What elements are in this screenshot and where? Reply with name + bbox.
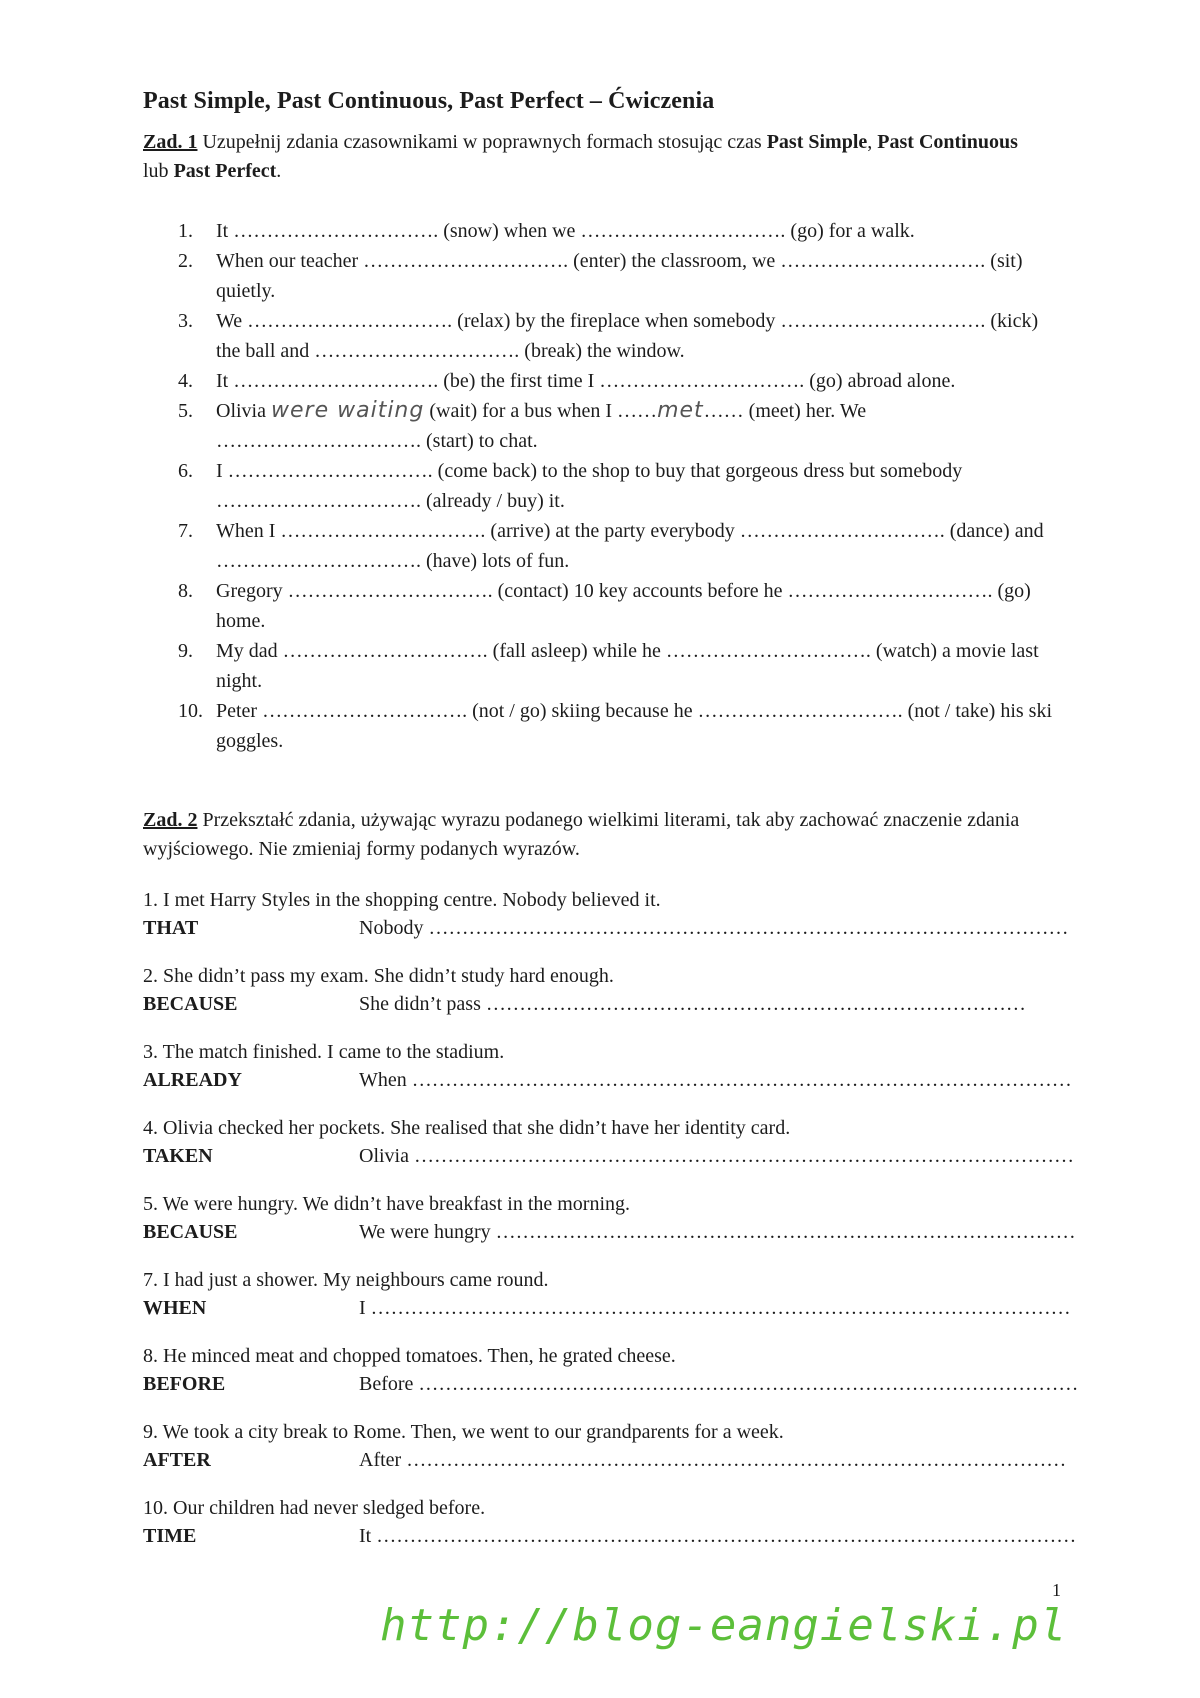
key-word: TIME bbox=[143, 1525, 197, 1547]
item-text: When our teacher …………………………. (enter) the classroom, we …………………………. (sit) quietly. bbox=[216, 250, 1023, 302]
answer-row bbox=[143, 1142, 1074, 1170]
item-number: 3. bbox=[178, 310, 193, 332]
answer-row bbox=[143, 914, 1069, 942]
source-sentence: 8. He minced meat and chopped tomatoes. Then, he grated cheese. bbox=[143, 1345, 676, 1367]
key-word: TAKEN bbox=[143, 1145, 213, 1167]
answer-line: It …………………………………………………………………………………………… bbox=[359, 1525, 1077, 1547]
transformation-item bbox=[143, 1342, 1079, 1398]
answer-line: She didn’t pass ……………………………………………………………………… bbox=[359, 993, 1026, 1015]
zad2-instructions bbox=[143, 806, 1043, 864]
answer-row bbox=[143, 1370, 1079, 1398]
item-text: We …………………………. (relax) by the fireplace when somebody …………………………. (kick) the ball and …………………………. (break) the window. bbox=[216, 310, 1039, 362]
transformation-item bbox=[143, 962, 1026, 1018]
transformation-item bbox=[143, 1494, 1077, 1550]
source-sentence: 10. Our children had never sledged before. bbox=[143, 1497, 486, 1519]
answer-row bbox=[143, 1522, 1077, 1550]
handwritten-answer: were waiting bbox=[271, 398, 425, 423]
transformation-item bbox=[143, 1418, 1067, 1474]
source-sentence: 7. I had just a shower. My neighbours came round. bbox=[143, 1269, 549, 1291]
footer-watermark-url[interactable]: http://blog-eangielski.pl bbox=[380, 1600, 1068, 1651]
source-sentence: 2. She didn’t pass my exam. She didn’t study hard enough. bbox=[143, 965, 614, 987]
answer-line: We were hungry …………………………………………………………………………… bbox=[359, 1221, 1076, 1243]
item-number: 10. bbox=[178, 700, 203, 722]
answer-line: Nobody …………………………………………………………………………………… bbox=[359, 917, 1069, 939]
zad1-label: Zad. 1 bbox=[143, 131, 198, 153]
answer-row bbox=[143, 1446, 1067, 1474]
answer-row bbox=[143, 1218, 1076, 1246]
item-text: Gregory …………………………. (contact) 10 key accounts before he …………………………. (go) home. bbox=[216, 580, 1031, 632]
item-number: 9. bbox=[178, 640, 193, 662]
zad1-bold-a: Past Simple bbox=[766, 131, 868, 153]
zad2-text: Przekształć zdania, używając wyrazu podanego wielkimi literami, tak aby zachować znaczenie zdania wyjściowego. Nie zmieniaj formy podanych wyrazów. bbox=[143, 809, 1020, 860]
answer-line: After ……………………………………………………………………………………… bbox=[359, 1449, 1067, 1471]
transformation-item bbox=[143, 1266, 1071, 1322]
page-title: Past Simple, Past Continuous, Past Perfect – Ćwiczenia bbox=[143, 88, 715, 114]
transformation-item bbox=[143, 1190, 1076, 1246]
zad1-text-a: Uzupełnij zdania czasownikami w poprawnych formach stosując czas bbox=[197, 131, 767, 153]
answer-row bbox=[143, 1294, 1071, 1322]
item-number: 1. bbox=[178, 220, 193, 242]
item-number: 5. bbox=[178, 400, 193, 422]
zad1-bold-b: Past Continuous bbox=[877, 131, 1018, 153]
transformation-item bbox=[143, 1038, 1072, 1094]
answer-row bbox=[143, 990, 1026, 1018]
handwritten-answer: met bbox=[657, 398, 704, 423]
key-word: BEFORE bbox=[143, 1373, 226, 1395]
item-text: It …………………………. (snow) when we …………………………. (go) for a walk. bbox=[216, 220, 915, 242]
item-number: 7. bbox=[178, 520, 193, 542]
zad1-text-c: lub bbox=[143, 160, 174, 182]
item-text: Peter …………………………. (not / go) skiing because he …………………………. (not / take) his ski goggles. bbox=[216, 700, 1053, 752]
answer-line: Before ……………………………………………………………………………………… bbox=[359, 1373, 1079, 1395]
zad1-text-b: , bbox=[867, 131, 878, 153]
zad1-bold-c: Past Perfect bbox=[173, 160, 277, 182]
answer-line: I …………………………………………………………………………………………… bbox=[359, 1297, 1071, 1319]
key-word: AFTER bbox=[143, 1449, 211, 1471]
key-word: BECAUSE bbox=[143, 1221, 238, 1243]
key-word: WHEN bbox=[143, 1297, 207, 1319]
item-text-mid: (wait) for a bus when I …… bbox=[424, 400, 658, 422]
item-text: It …………………………. (be) the first time I …………………………. (go) abroad alone. bbox=[216, 370, 956, 392]
key-word: BECAUSE bbox=[143, 993, 238, 1015]
item-text bbox=[216, 396, 1056, 456]
source-sentence: 4. Olivia checked her pockets. She realised that she didn’t have her identity card. bbox=[143, 1117, 791, 1139]
key-word: THAT bbox=[143, 917, 199, 939]
source-sentence: 5. We were hungry. We didn’t have breakfast in the morning. bbox=[143, 1193, 631, 1215]
zad1-instructions bbox=[143, 128, 1043, 186]
item-text: When I …………………………. (arrive) at the party everybody …………………………. (dance) and …………………………. (have) lots of fun. bbox=[216, 520, 1044, 572]
answer-line: Olivia ……………………………………………………………………………………… bbox=[359, 1145, 1074, 1167]
transformation-item bbox=[143, 886, 1069, 942]
key-word: ALREADY bbox=[143, 1069, 242, 1091]
answer-row bbox=[143, 1066, 1072, 1094]
source-sentence: 9. We took a city break to Rome. Then, we went to our grandparents for a week. bbox=[143, 1421, 784, 1443]
transformation-item bbox=[143, 1114, 1074, 1170]
answer-line: When ……………………………………………………………………………………… bbox=[359, 1069, 1072, 1091]
item-text-post: …… (meet) her. We …………………………. (start) to chat. bbox=[216, 400, 867, 452]
zad1-text-d: . bbox=[276, 160, 282, 182]
item-number: 8. bbox=[178, 580, 193, 602]
item-number: 4. bbox=[178, 370, 193, 392]
zad2-label: Zad. 2 bbox=[143, 809, 198, 831]
item-number: 6. bbox=[178, 460, 193, 482]
source-sentence: 3. The match finished. I came to the stadium. bbox=[143, 1041, 505, 1063]
item-number: 2. bbox=[178, 250, 193, 272]
item-text: My dad …………………………. (fall asleep) while he …………………………. (watch) a movie last night. bbox=[216, 640, 1039, 692]
item-text-pre: Olivia bbox=[216, 400, 271, 422]
item-text: I …………………………. (come back) to the shop to buy that gorgeous dress but somebody …………………………. (already / buy) it. bbox=[216, 460, 963, 512]
page-number: 1 bbox=[1052, 1580, 1061, 1600]
source-sentence: 1. I met Harry Styles in the shopping centre. Nobody believed it. bbox=[143, 889, 661, 911]
